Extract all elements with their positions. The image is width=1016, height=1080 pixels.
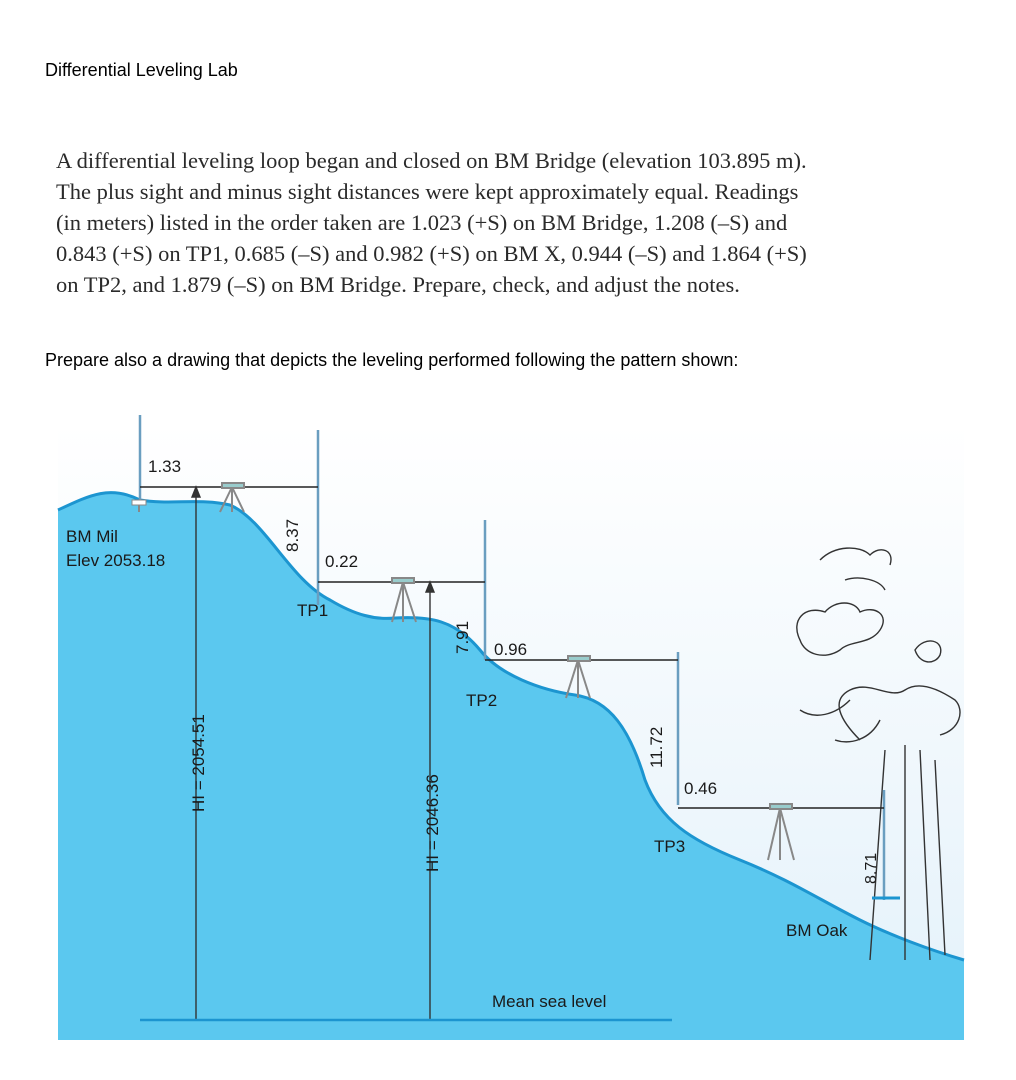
- bm-mil-elevation: Elev 2053.18: [66, 551, 166, 570]
- tp3-label: TP3: [654, 837, 686, 856]
- mean-sea-level-label: Mean sea level: [492, 992, 607, 1011]
- page-title: Differential Leveling Lab: [45, 60, 238, 80]
- backsight-2-label: 0.22: [325, 552, 359, 571]
- foresight-3-label: 11.72: [647, 726, 666, 768]
- problem-line: (in meters) listed in the order taken are 1.023 (+S) on BM Bridge, 1.208 (–S) and: [56, 210, 788, 235]
- instruction-text: Prepare also a drawing that depicts the leveling performed following the pattern shown:: [45, 350, 739, 370]
- problem-line: The plus sight and minus sight distances were kept approximately equal. Readings: [56, 179, 799, 204]
- hi-1-label: HI = 2054.51: [189, 714, 208, 812]
- tp2-label: TP2: [466, 691, 498, 710]
- problem-statement: [56, 145, 966, 300]
- foresight-2-label: 7.91: [453, 620, 472, 654]
- bm-mil-label: BM Mil: [66, 527, 118, 546]
- problem-line: 0.843 (+S) on TP1, 0.685 (–S) and 0.982 (+S) on BM X, 0.944 (–S) and 1.864 (+S): [56, 241, 807, 266]
- bm-oak-label: BM Oak: [786, 921, 848, 940]
- backsight-1-label: 1.33: [148, 457, 182, 476]
- foresight-1-label: 8.37: [283, 518, 302, 552]
- backsight-3-label: 0.96: [494, 640, 528, 659]
- problem-line: on TP2, and 1.879 (–S) on BM Bridge. Prepare, check, and adjust the notes.: [56, 272, 740, 297]
- backsight-4-label: 0.46: [684, 779, 718, 798]
- leveling-diagram: [0, 400, 1016, 1080]
- hi-2-label: HI = 2046.36: [423, 774, 442, 872]
- tp1-label: TP1: [297, 601, 329, 620]
- foresight-4-label: 8.71: [863, 852, 880, 884]
- problem-line: A differential leveling loop began and closed on BM Bridge (elevation 103.895 m).: [56, 148, 807, 173]
